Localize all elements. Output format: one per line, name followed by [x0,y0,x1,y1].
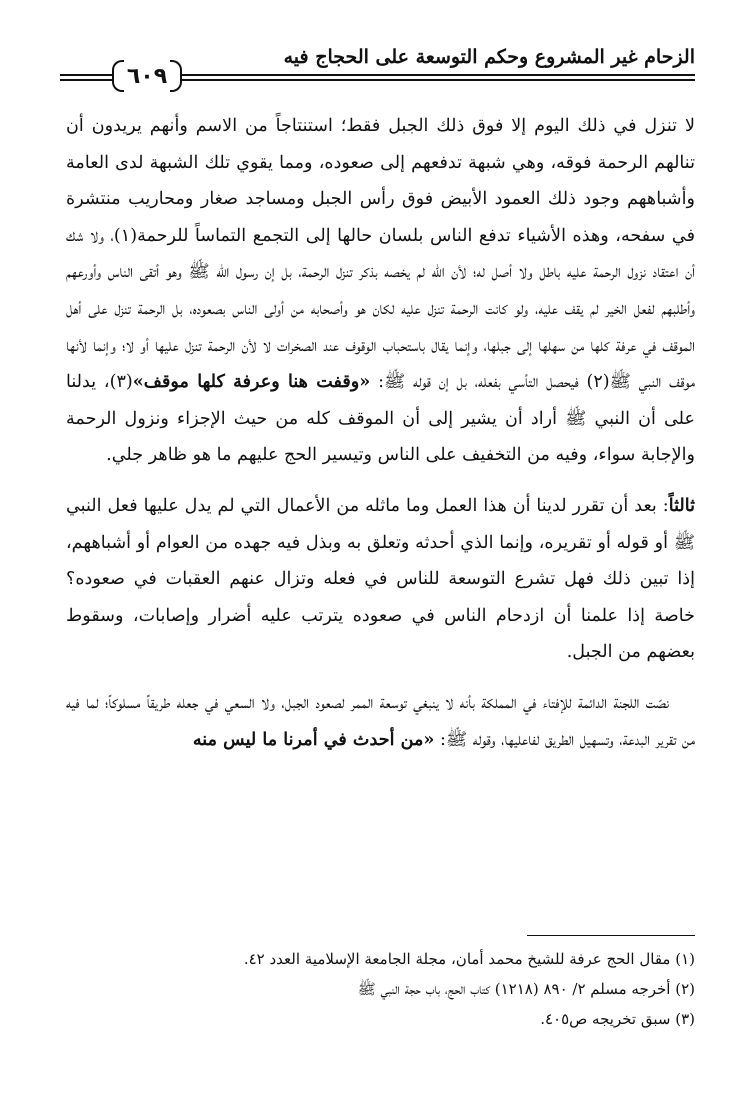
paragraph [66,108,695,474]
paragraph-text: (٣)، يدلنا على أن النبي ﷺ أراد أن يشير إلى أن الموقف كله من حيث الإجزاء ونزول الرحمة والإجابة سواء، وفيه من التخفيف على الناس وتيسير الحج عليهم ما هو ظاهر جلي. [66,372,695,466]
footnote-separator [527,935,695,936]
paragraph [66,685,695,758]
footnote: (٢) أخرجه مسلم ٢/ ٨٩٠ (١٢١٨) كتاب الحج، باب حجة النبي ﷺ [357,980,695,998]
hadith-quote: «وقفت هنا وعرفة كلها موقف» [132,371,371,393]
page-number-frame [112,56,182,96]
header-rule [182,79,695,81]
header-rule [182,74,695,76]
paragraph-text: نصّت اللجنة الدائمة للإفتاء في المملكة بأنه لا ينبغي توسعة الممر لصعود الجبل، ولا السعي في جعله طريقاً مسلوكاً؛ لما فيه من تقرير البدعة، وتسهيل الطريق لفاعليها، وقوله ﷺ: [66,692,695,750]
footnote: (٣) سبق تخريجه ص٤٠٥. [540,1010,695,1028]
paragraph-text: لا تنزل في ذلك اليوم إلا فوق ذلك الجبل فقط؛ استنتاجاً من الاسم وأنهم يريدون أن تنالهم الرحمة فوقه، وهي شبهة تدفعهم إلى صعوده، ومما يقوي تلك الشبهة لدى العامة وأشباههم وجود ذلك العمود الأبيض فوق رأس الجبل ومساجد صغار ومحاريب منتشرة في سفحه، وهذه الأشياء تدفع الناس بلسان حالها إلى التجمع التماساً للرحمة(١)، ولا شك أن اعتقاد نزول الرحمة عليه باطل ولا أصل له؛ لأن الله لم يخصه بذكر تنزل الرحمة، بل إن رسول الله ﷺ وهو أتقى الناس وأورعهم وأطلبهم لفعل الخير لم يقف عليه، ولو كانت الرحمة تنزل عليه لكان هو وأصحابه من أولى الناس بصعوده، بل الرحمة تنزل على أهل الموقف في عرفة كلها من سهلها إلى جبلها، وإنما يقال باستحباب الوقوف عند الصخرات لا لأن الرحمة تنزل عليها أو لا؛ وإنما لأنها موقف النبي ﷺ(٢) فيحصل التأسي بفعله، بل إن قوله ﷺ: [66,116,695,393]
paragraph-text: : بعد أن تقرر لدينا أن هذا العمل وما ماثله من الأعمال التي لم يدل عليها فعل النبي ﷺ أو قوله أو تقريره، وإنما الذي أحدثه وتعلق به وبذل فيه جهده من العوام أو أشباههم، إذا تبين ذلك فهل تشرع التوسعة للناس في فعله وتزال عنهم العقبات في صعوده؟ خاصة إذا علمنا أن ازدحام الناس في صعوده يترتب عليه أضرار وإصابات، وسقوط بعضهم من الجبل. [66,495,695,663]
paragraph [66,488,695,671]
page-header [22,40,695,100]
section-label: ثالثاً [668,494,695,516]
header-rule [60,74,112,76]
hadith-quote: «من أحدث في أمرنا ما ليس منه [192,728,435,750]
main-text [66,108,695,758]
page-number: ٦٠٩ [126,63,168,89]
footnotes [66,944,695,1034]
header-rule [60,79,112,81]
footnote: (١) مقال الحج عرفة للشيخ محمد أمان، مجلة الجامعة الإسلامية العدد ٤٢. [243,950,695,968]
running-title: الزحام غير المشروع وحكم التوسعة على الحجاج فيه [283,46,695,68]
